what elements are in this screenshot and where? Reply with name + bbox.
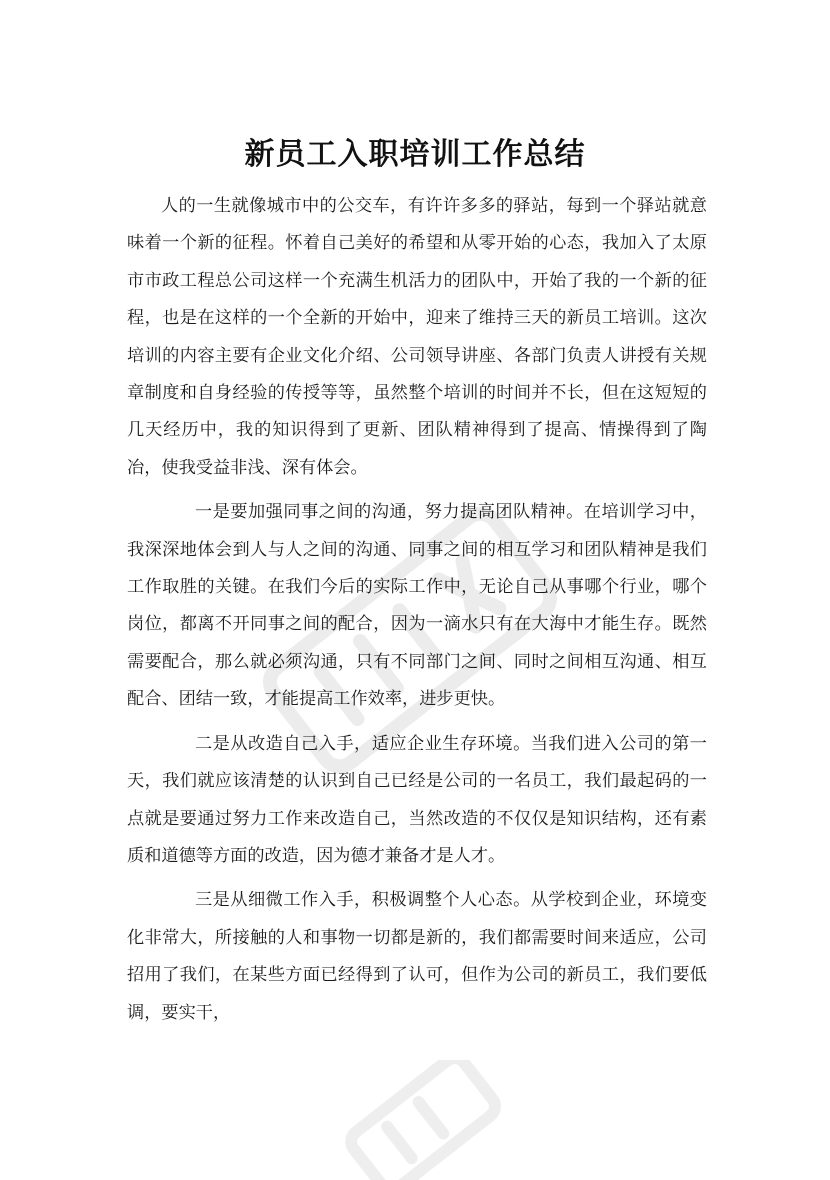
document-title: 新员工入职培训工作总结 bbox=[244, 137, 586, 173]
paragraph-intro: 人的一生就像城市中的公交车，有许许多多的驿站，每到一个驿站就意味着一个新的征程。怀着自己美好的希望和从零开始的心态，我加入了太原市市政工程总公司这样一个充满生机活力的团队中，开始了我的一个新的征程，也是在这样的一个全新的开始中，迎来了维持三天的新员工培训。这次培训的内容主要有企业文化介绍、公司领导讲座、各部门负责人讲授有关规章制度和自身经验的传授等等，虽然整个培训的时间并不长，但在这短短的几天经历中，我的知识得到了更新、团队精神得到了提高、情操得到了陶冶，使我受益非浅、深有体会。 bbox=[127, 196, 707, 478]
watermark-fragment bbox=[330, 1060, 510, 1180]
paragraph-point-one: 一是要加强同事之间的沟通，努力提高团队精神。在培训学习中，我深深地体会到人与人之间的沟通、同事之间的相互学习和团队精神是我们工作取胜的关键。在我们今后的实际工作中，无论自己从事哪个行业，哪个岗位，都离不开同事之间的配合，因为一滴水只有在大海中才能生存。既然需要配合，那么就必须沟通，只有不同部门之间、同时之间相互沟通、相互配合、团结一致，才能提高工作效率，进步更快。 bbox=[127, 502, 707, 710]
paragraph-point-three: 三是从细微工作入手，积极调整个人心态。从学校到企业，环境变化非常大，所接触的人和事物一切都是新的，我们都需要时间来适应，公司招用了我们，在某些方面已经得到了认可，但作为公司的新员工，我们要低调，要实干， bbox=[127, 890, 707, 1023]
paragraph-point-two: 二是从改造自己入手，适应企业生存环境。当我们进入公司的第一天，我们就应该清楚的认识到自己已经是公司的一名员工，我们最起码的一点就是要通过努力工作来改造自己，当然改造的不仅仅是知识结构，还有素质和道德等方面的改造，因为德才兼备才是人才。 bbox=[127, 733, 707, 866]
document-body bbox=[127, 188, 707, 1032]
